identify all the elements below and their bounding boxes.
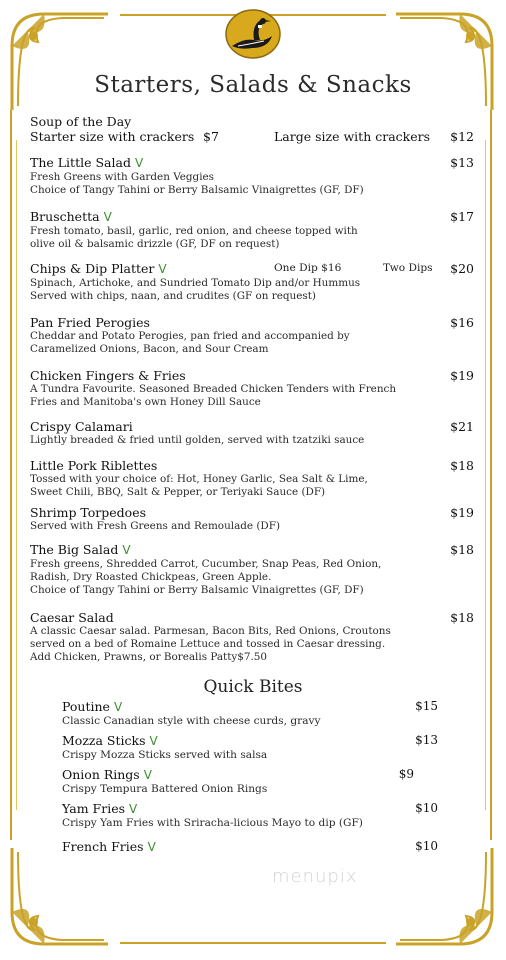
menu-item-mozza-sticks xyxy=(62,733,438,762)
chips-two-dips-option: Two Dips xyxy=(383,262,433,274)
menu-item-bruschetta xyxy=(30,209,474,251)
item-desc: Classic Canadian style with cheese curds, gravy xyxy=(62,715,321,727)
item-name: Caesar Salad xyxy=(30,610,114,625)
frame-inner-left xyxy=(16,140,17,810)
item-price: $10 xyxy=(415,801,438,815)
item-price: $13 xyxy=(450,155,474,170)
item-desc: served on a bed of Romaine Lettuce and tossed in Caesar dressing. xyxy=(30,638,386,650)
item-price: $9 xyxy=(398,767,414,781)
menu-item-french-fries xyxy=(62,839,438,855)
corner-ornament-icon xyxy=(4,842,114,952)
chips-one-dip-option: One Dip $16 xyxy=(274,262,342,274)
vegetarian-check-icon: V xyxy=(129,802,138,816)
item-name: Bruschetta xyxy=(30,209,100,224)
menu-item-yam-fries xyxy=(62,801,438,830)
item-price: $21 xyxy=(450,419,474,434)
vegetarian-check-icon: V xyxy=(134,156,144,170)
item-name: Shrimp Torpedoes xyxy=(30,505,147,520)
item-name: Soup of the Day xyxy=(30,114,132,129)
item-price: $18 xyxy=(450,610,474,625)
item-desc: Fresh greens, Shredded Carrot, Cucumber, Snap Peas, Red Onion, xyxy=(30,558,382,570)
item-desc: A Tundra Favourite. Seasoned Breaded Chicken Tenders with French xyxy=(30,383,397,395)
corner-ornament-icon xyxy=(390,6,500,116)
item-desc: Fresh Greens with Garden Veggies xyxy=(30,171,214,183)
menu-item-little-salad xyxy=(30,155,474,197)
soup-starter-label: Starter size with crackers xyxy=(30,129,195,144)
goose-logo-icon xyxy=(224,8,282,60)
vegetarian-check-icon: V xyxy=(143,768,152,782)
item-name: Chicken Fingers & Fries xyxy=(30,368,186,383)
watermark: menupix xyxy=(272,866,358,887)
item-price: $19 xyxy=(450,368,474,383)
item-price: $13 xyxy=(415,733,438,747)
menu-item-chips-dip xyxy=(30,261,474,303)
item-desc: Crispy Mozza Sticks served with salsa xyxy=(62,749,268,761)
soup-large-label: Large size with crackers xyxy=(274,129,431,144)
vegetarian-check-icon: V xyxy=(147,840,156,854)
item-desc: Sweet Chili, BBQ, Salt & Pepper, or Teriyaki Sauce (DF) xyxy=(30,486,326,498)
menu-item-poutine xyxy=(62,699,438,728)
item-name: Chips & Dip Platter xyxy=(30,261,155,276)
vegetarian-check-icon: V xyxy=(103,210,112,224)
frame-right-border xyxy=(490,110,492,840)
menu-item-calamari xyxy=(30,419,474,447)
item-name: Onion Rings xyxy=(62,767,140,782)
vegetarian-check-icon: V xyxy=(149,734,158,748)
frame-bottom-border xyxy=(120,942,386,944)
menu-item-chicken-fingers xyxy=(30,368,474,409)
menu-item-big-salad xyxy=(30,542,474,597)
item-name: Little Pork Riblettes xyxy=(30,458,158,473)
item-desc: Radish, Dry Roasted Chickpeas, Green Apple. xyxy=(30,571,272,583)
item-desc: Served with chips, naan, and crudites (GF on request) xyxy=(30,290,316,302)
item-desc: Lightly breaded & fried until golden, served with tzatziki sauce xyxy=(30,434,365,446)
item-name: The Big Salad xyxy=(30,542,119,557)
menu-item-shrimp-torpedoes xyxy=(30,505,474,533)
menu-item-caesar-salad xyxy=(30,610,474,664)
item-price: $16 xyxy=(450,315,474,330)
item-price: $17 xyxy=(450,209,474,224)
item-price: $15 xyxy=(415,699,438,713)
corner-ornament-icon xyxy=(4,6,114,116)
item-desc: A classic Caesar salad. Parmesan, Bacon Bits, Red Onions, Croutons xyxy=(30,625,391,637)
soup-starter-price: $7 xyxy=(203,129,219,144)
item-name: French Fries xyxy=(62,839,144,854)
item-name: Poutine xyxy=(62,699,110,714)
item-name: Yam Fries xyxy=(62,801,126,816)
item-price: $19 xyxy=(450,505,474,520)
item-price: $10 xyxy=(415,839,438,853)
item-name: Pan Fried Perogies xyxy=(30,315,150,330)
frame-left-border xyxy=(10,110,12,840)
section-title-quick-bites: Quick Bites xyxy=(203,677,303,697)
menu-item-riblettes xyxy=(30,458,474,499)
item-name: Mozza Sticks xyxy=(62,733,146,748)
item-desc: Tossed with your choice of: Hot, Honey Garlic, Sea Salt & Lime, xyxy=(30,473,368,485)
item-desc: Served with Fresh Greens and Remoulade (DF) xyxy=(30,520,281,532)
item-price: $20 xyxy=(450,261,474,276)
item-desc: Crispy Yam Fries with Sriracha-licious Mayo to dip (GF) xyxy=(62,817,363,829)
item-desc: Cheddar and Potato Perogies, pan fried and accompanied by xyxy=(30,330,350,342)
page-title: Starters, Salads & Snacks xyxy=(94,72,412,98)
item-desc: Fresh tomato, basil, garlic, red onion, and cheese topped with xyxy=(30,225,358,237)
item-desc: Fries and Manitoba's own Honey Dill Sauce xyxy=(30,396,261,408)
item-name: Crispy Calamari xyxy=(30,419,133,434)
vegetarian-check-icon: V xyxy=(158,262,167,276)
item-price: $18 xyxy=(450,458,474,473)
item-desc: Choice of Tangy Tahini or Berry Balsamic Vinaigrettes (GF, DF) xyxy=(30,584,364,596)
corner-ornament-icon xyxy=(390,842,500,952)
item-desc: Crispy Tempura Battered Onion Rings xyxy=(62,783,268,795)
menu-item-onion-rings xyxy=(62,767,438,796)
item-desc: olive oil & balsamic drizzle (GF, DF on request) xyxy=(30,238,280,250)
menu-item-perogies xyxy=(30,315,474,356)
item-name: The Little Salad xyxy=(30,155,131,170)
frame-inner-right xyxy=(485,140,486,810)
item-desc: Add Chicken, Prawns, or Borealis Patty$7.50 xyxy=(30,651,268,663)
item-desc: Spinach, Artichoke, and Sundried Tomato Dip and/or Hummus xyxy=(30,277,361,289)
vegetarian-check-icon: V xyxy=(122,543,131,557)
vegetarian-check-icon: V xyxy=(113,700,123,714)
item-price: $18 xyxy=(450,542,474,557)
item-desc: Choice of Tangy Tahini or Berry Balsamic Vinaigrettes (GF, DF) xyxy=(30,184,364,196)
menu-item-soup xyxy=(30,114,474,144)
soup-large-price: $12 xyxy=(450,129,474,144)
item-desc: Caramelized Onions, Bacon, and Sour Cream xyxy=(30,343,269,355)
